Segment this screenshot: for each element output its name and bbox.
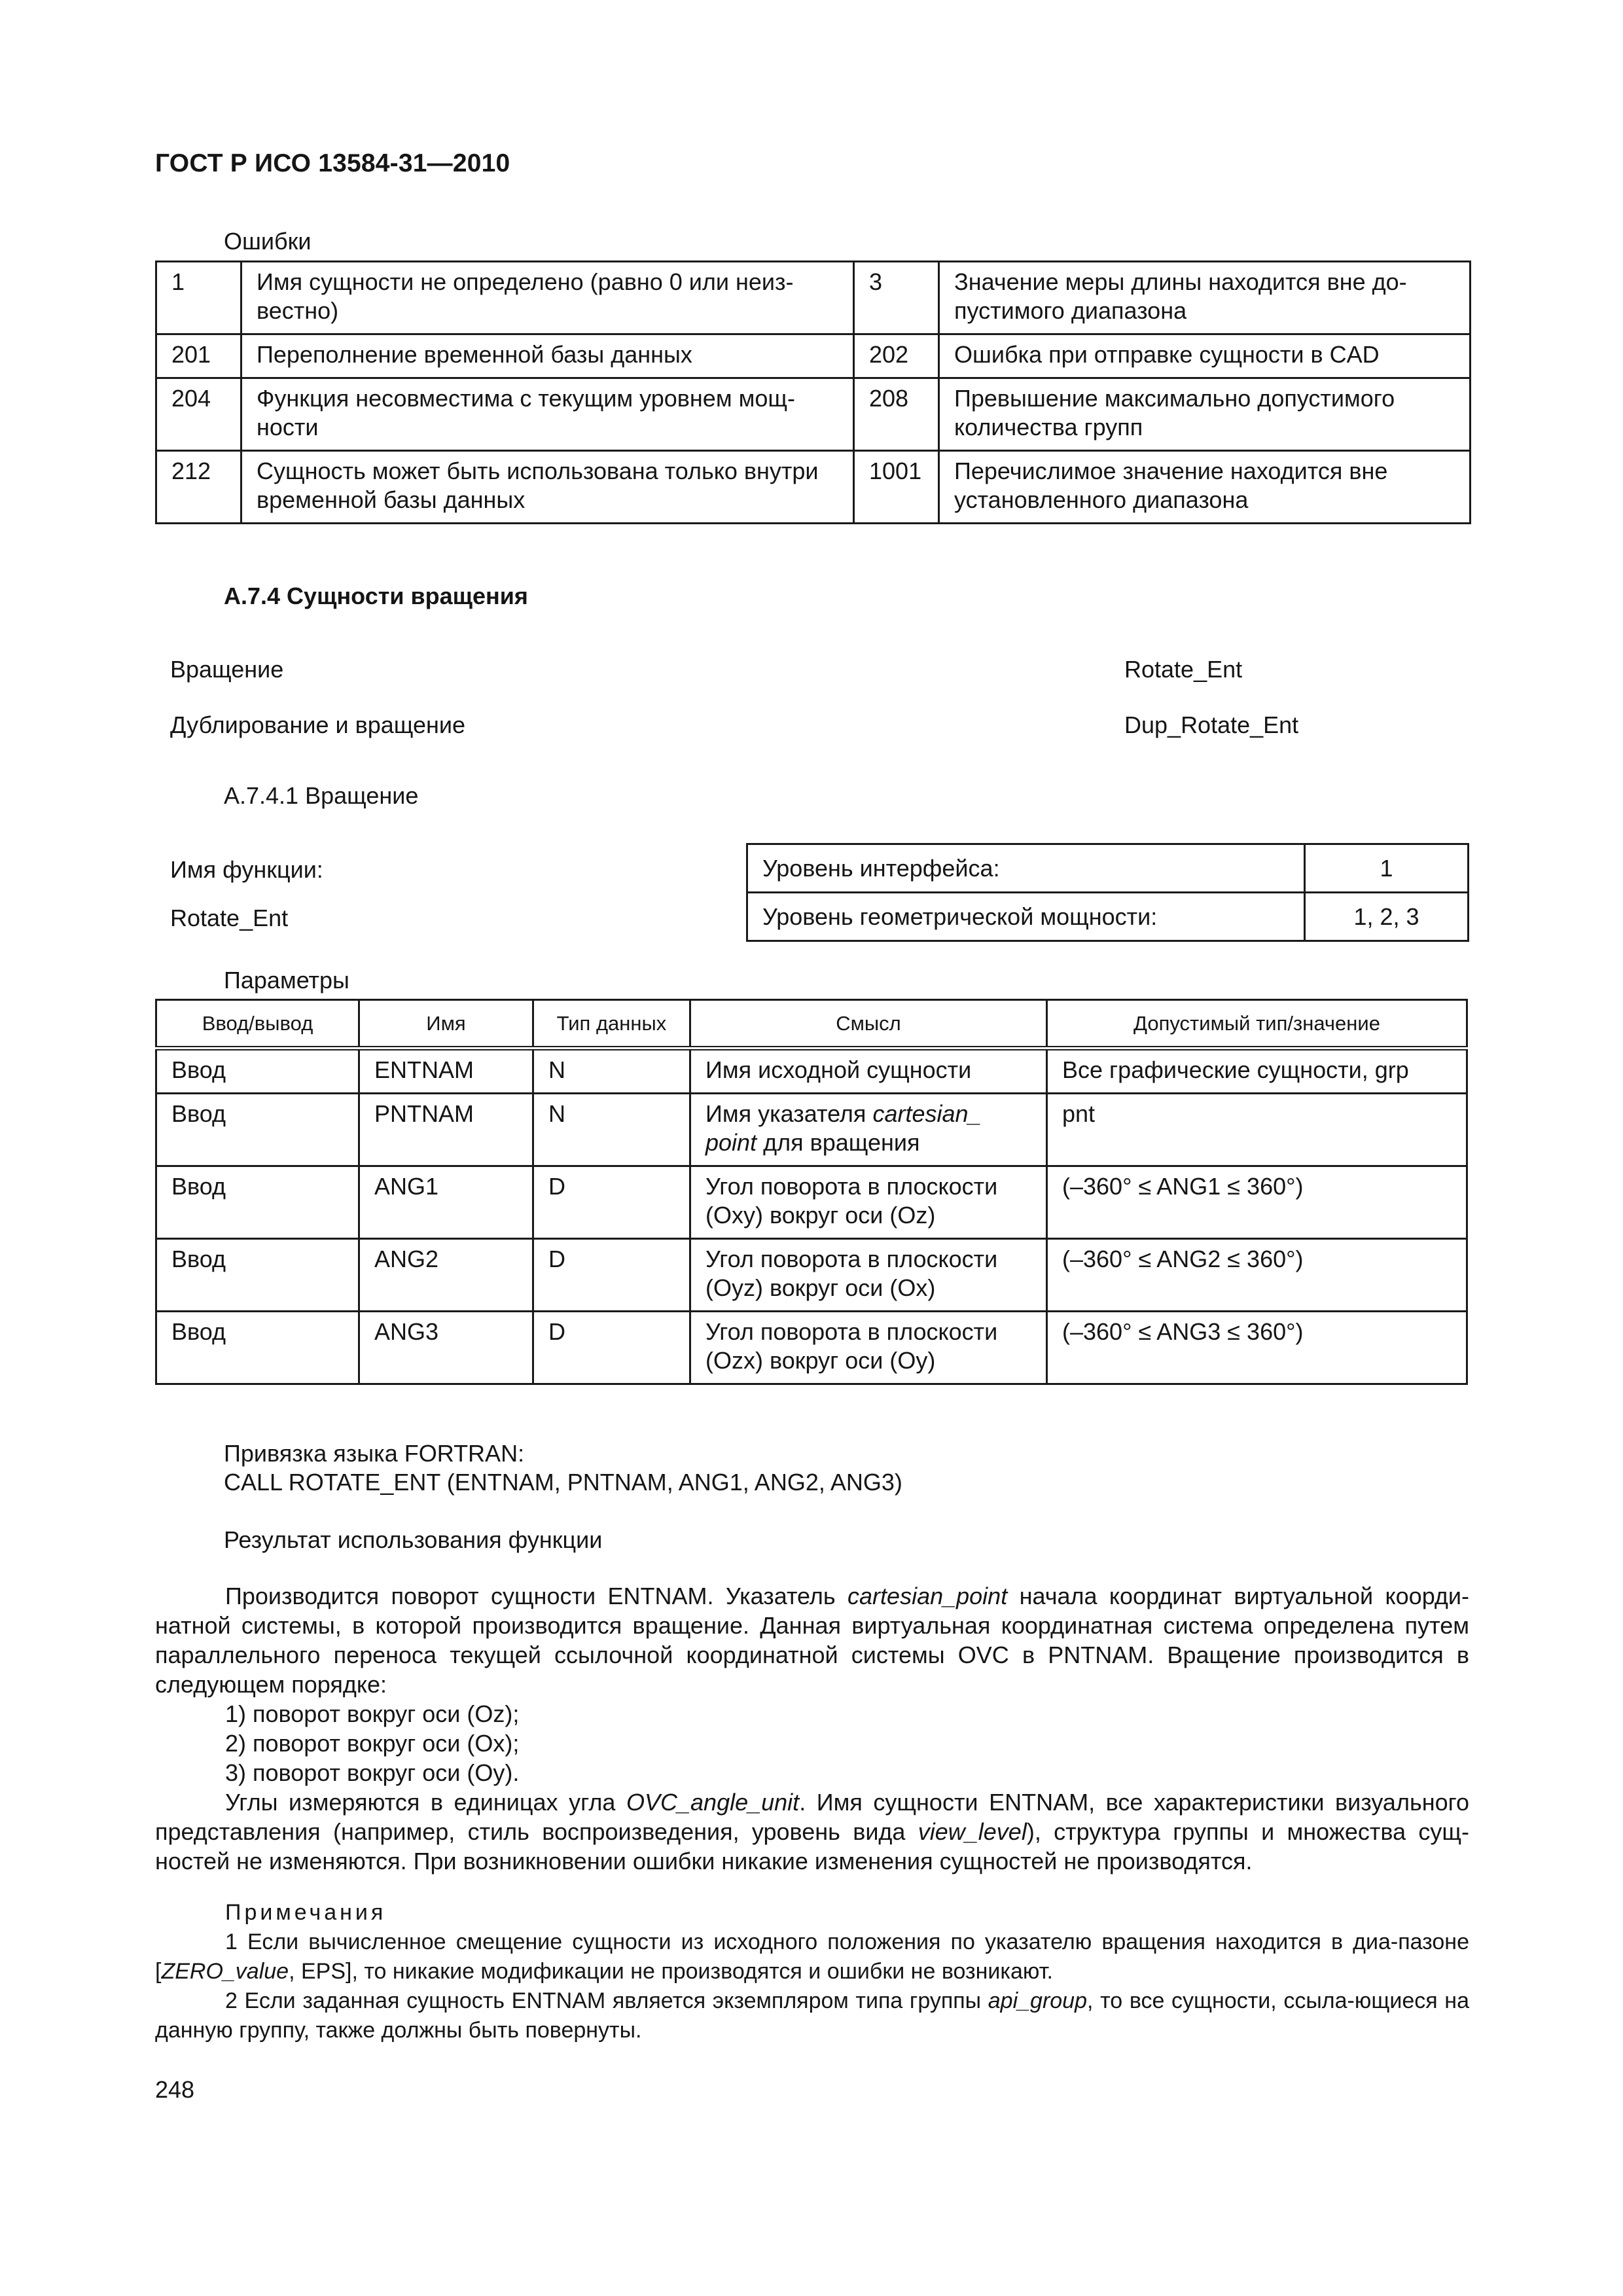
result-step: 3) поворот вокруг оси (Oy). <box>225 1759 520 1786</box>
error-code: 201 <box>156 334 241 378</box>
function-name-label: Имя функции: <box>170 856 323 883</box>
param-type: D <box>533 1166 690 1239</box>
section-heading: А.7.4 Сущности вращения <box>224 583 528 609</box>
error-text: Превышение максимально допустимого количества групп <box>939 378 1471 451</box>
error-code: 3 <box>854 262 939 334</box>
error-code: 1001 <box>854 451 939 524</box>
result-paragraph: Производится поворот сущности ENTNAM. Указатель cartesian_point начала координат виртуальной коорди-натной системы, в которой производится вращение. Данная виртуальная координатная система определена путем параллельного переноса текущей ссылочной координатной системы OVC в PNTNAM. Вращение производится в следующем порядке: <box>155 1583 1469 1698</box>
error-row <box>156 451 1471 524</box>
param-allowed: pnt <box>1047 1094 1467 1166</box>
param-name: ANG1 <box>359 1166 533 1239</box>
param-meaning: Угол поворота в плоскости (Oxy) вокруг оси (Oz) <box>690 1166 1047 1239</box>
column-header: Смысл <box>690 1000 1047 1049</box>
error-row <box>156 334 1471 378</box>
param-name: ANG2 <box>359 1239 533 1312</box>
column-header: Имя <box>359 1000 533 1049</box>
param-name: PNTNAM <box>359 1094 533 1166</box>
param-allowed: (–360° ≤ ANG1 ≤ 360°) <box>1047 1166 1467 1239</box>
notes-block <box>155 1898 1469 2045</box>
section-item-label: Дублирование и вращение <box>170 711 466 738</box>
param-io: Ввод <box>156 1166 359 1239</box>
error-text: Значение меры длины находится вне до-пустимого диапазона <box>939 262 1471 334</box>
error-row <box>156 262 1471 334</box>
param-type: D <box>533 1239 690 1312</box>
error-row <box>156 378 1471 451</box>
param-type: N <box>533 1094 690 1166</box>
param-row <box>156 1239 1467 1312</box>
param-meaning: Имя исходной сущности <box>690 1049 1047 1094</box>
result-step: 1) поворот вокруг оси (Oz); <box>225 1700 520 1727</box>
column-header: Тип данных <box>533 1000 690 1049</box>
fortran-label: Привязка языка FORTRAN: <box>224 1440 525 1467</box>
param-allowed: (–360° ≤ ANG2 ≤ 360°) <box>1047 1239 1467 1312</box>
note-item: 2 Если заданная сущность ENTNAM является экземпляром типа группы api_group, то все сущности, ссыла-ющиеся на данную группу, также должны быть повернуты. <box>155 1988 1469 2043</box>
error-code: 212 <box>156 451 241 524</box>
error-text: Имя сущности не определено (равно 0 или неиз-вестно) <box>241 262 854 334</box>
errors-caption: Ошибки <box>224 228 312 255</box>
error-text: Функция несовместима с текущим уровнем мощ-ности <box>241 378 854 451</box>
param-meaning: Угол поворота в плоскости (Oyz) вокруг оси (Ox) <box>690 1239 1047 1312</box>
subsection-heading: А.7.4.1 Вращение <box>224 782 419 809</box>
params-header-row <box>156 1000 1467 1049</box>
fortran-call: CALL ROTATE_ENT (ENTNAM, PNTNAM, ANG1, ANG2, ANG3) <box>224 1469 902 1496</box>
levels-table <box>746 843 1469 942</box>
error-code: 204 <box>156 378 241 451</box>
level-row <box>747 893 1469 941</box>
page-number: 248 <box>155 2076 195 2103</box>
error-code: 208 <box>854 378 939 451</box>
param-io: Ввод <box>156 1094 359 1166</box>
param-type: D <box>533 1312 690 1384</box>
params-caption: Параметры <box>224 967 349 994</box>
param-row <box>156 1312 1467 1384</box>
note-item: 1 Если вычисленное смещение сущности из исходного положения по указателю вращения находится в диа-пазоне [ZERO_value, EPS], то никакие модификации не производятся и ошибки не возникают. <box>155 1929 1469 1984</box>
param-meaning: Имя указателя cartesian_ point для вращения <box>690 1094 1047 1166</box>
level-value: 1 <box>1305 844 1469 893</box>
param-meaning: Угол поворота в плоскости (Ozx) вокруг оси (Oy) <box>690 1312 1047 1384</box>
errors-table <box>155 260 1471 524</box>
section-item-func: Rotate_Ent <box>1124 656 1243 683</box>
param-name: ANG3 <box>359 1312 533 1384</box>
param-row <box>156 1049 1467 1094</box>
param-allowed: (–360° ≤ ANG3 ≤ 360°) <box>1047 1312 1467 1384</box>
level-label: Уровень геометрической мощности: <box>747 893 1305 941</box>
section-item-label: Вращение <box>170 656 284 683</box>
params-table <box>155 999 1468 1385</box>
level-row <box>747 844 1469 893</box>
result-body <box>155 1581 1469 1876</box>
result-heading: Результат использования функции <box>224 1526 603 1553</box>
page-header-title: ГОСТ Р ИСО 13584-31—2010 <box>155 149 510 177</box>
column-header: Допустимый тип/значение <box>1047 1000 1467 1049</box>
column-header: Ввод/вывод <box>156 1000 359 1049</box>
param-io: Ввод <box>156 1239 359 1312</box>
error-text: Перечислимое значение находится вне установленного диапазона <box>939 451 1471 524</box>
error-code: 1 <box>156 262 241 334</box>
result-step: 2) поворот вокруг оси (Ox); <box>225 1730 520 1757</box>
param-allowed: Все графические сущности, grp <box>1047 1049 1467 1094</box>
param-type: N <box>533 1049 690 1094</box>
error-code: 202 <box>854 334 939 378</box>
notes-heading: Примечания <box>225 1900 387 1925</box>
error-text: Переполнение временной базы данных <box>241 334 854 378</box>
section-item-func: Dup_Rotate_Ent <box>1124 711 1299 738</box>
result-paragraph: Углы измеряются в единицах угла OVC_angle_unit. Имя сущности ENTNAM, все характеристики визуального представления (например, стиль воспроизведения, уровень вида view_level), структура группы и множества сущ-ностей не изменяются. При возникновении ошибки никакие изменения сущностей не производятся. <box>155 1789 1469 1874</box>
param-io: Ввод <box>156 1312 359 1384</box>
function-name-value: Rotate_Ent <box>170 905 289 931</box>
param-row <box>156 1166 1467 1239</box>
error-text: Сущность может быть использована только внутри временной базы данных <box>241 451 854 524</box>
param-row <box>156 1094 1467 1166</box>
param-name: ENTNAM <box>359 1049 533 1094</box>
level-label: Уровень интерфейса: <box>747 844 1305 893</box>
param-io: Ввод <box>156 1049 359 1094</box>
level-value: 1, 2, 3 <box>1305 893 1469 941</box>
error-text: Ошибка при отправке сущности в CAD <box>939 334 1471 378</box>
